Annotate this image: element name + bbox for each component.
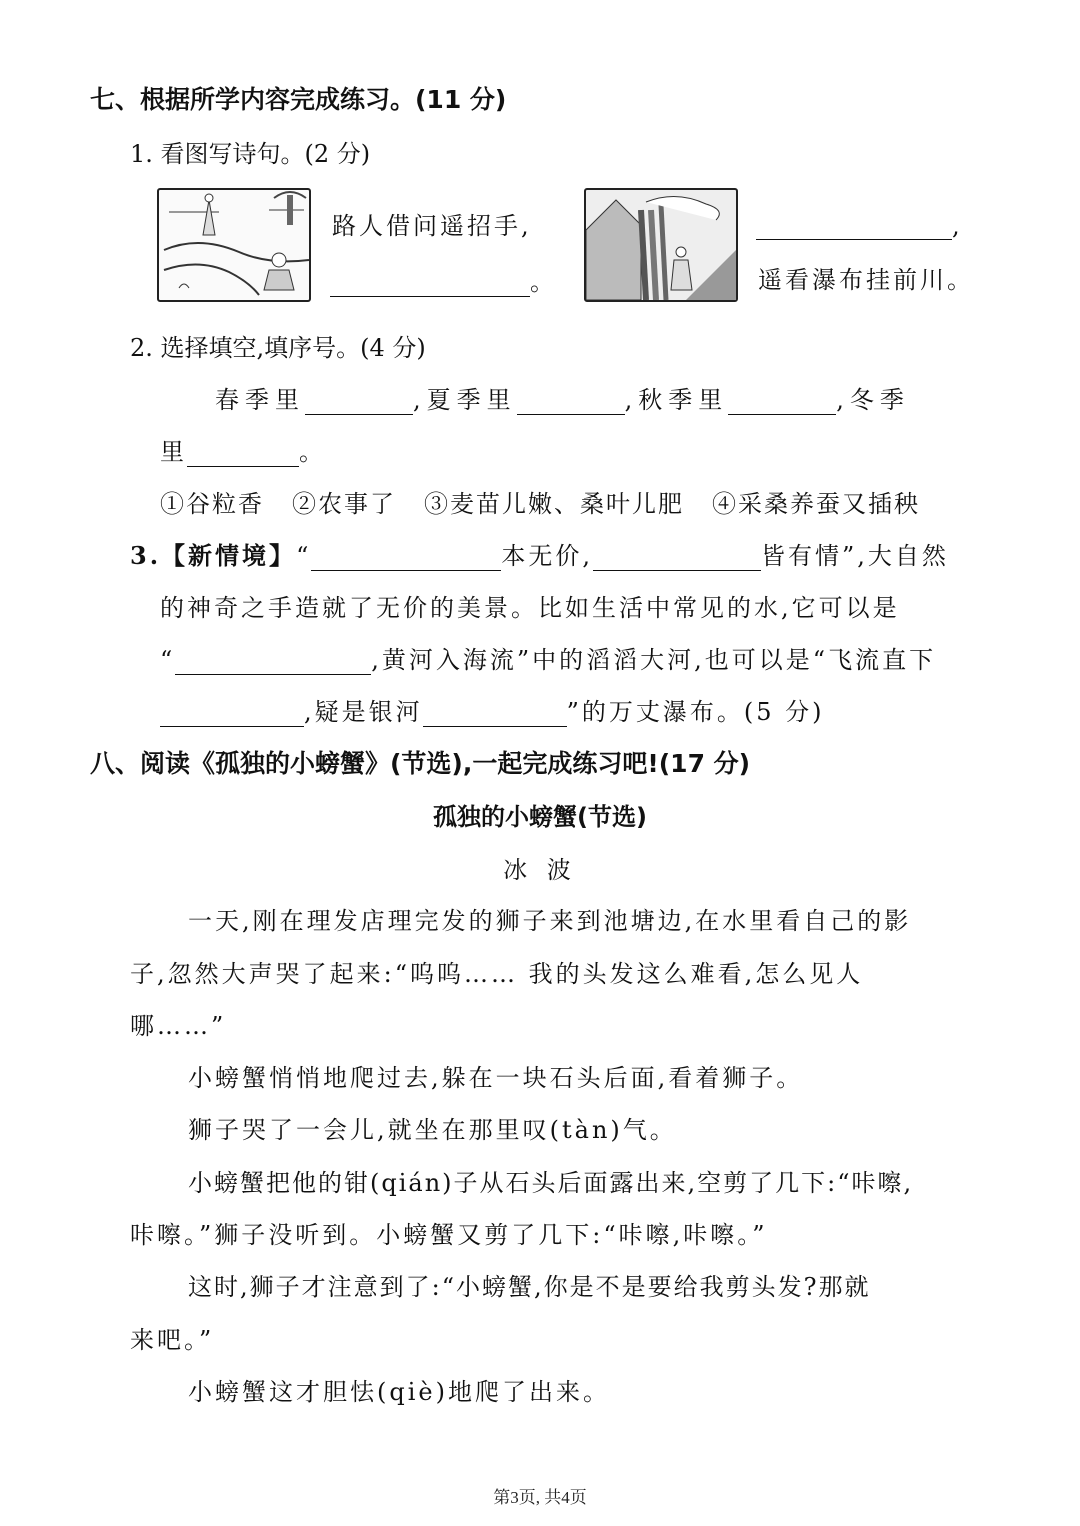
autumn-blank[interactable] <box>728 388 836 415</box>
winter-label-end: 里 <box>160 438 187 466</box>
option-1: ①谷粒香 <box>160 490 264 518</box>
poem-image-2 <box>584 188 738 302</box>
poem2-line1-row <box>756 212 963 240</box>
q3-blank-4[interactable] <box>160 700 304 727</box>
passage-line-8: 这时,狮子才注意到了:“小螃蟹,你是不是要给我剪头发?那就 <box>188 1273 871 1301</box>
passage-line-10: 小螃蟹这才胆怯(qiè)地爬了出来。 <box>188 1378 610 1406</box>
summer-blank[interactable] <box>517 388 625 415</box>
q3-blank-5[interactable] <box>423 700 567 727</box>
spring-blank[interactable] <box>305 388 413 415</box>
passage-title: 孤独的小螃蟹(节选) <box>433 803 647 831</box>
poem1-line2-row <box>330 262 557 297</box>
poem2-line2: 遥看瀑布挂前川。 <box>758 266 974 294</box>
winter-label: ,冬季 <box>836 386 910 414</box>
spring-label: 春季里 <box>215 386 305 414</box>
q3-open-quote: “ <box>296 542 312 570</box>
passage-line-9: 来吧。” <box>130 1326 215 1354</box>
passage-line-3: 哪……” <box>130 1012 227 1040</box>
q3-line2: 的神奇之手造就了无价的美景。比如生活中常见的水,它可以是 <box>160 594 900 622</box>
autumn-label: ,秋季里 <box>624 386 729 414</box>
q3-text-5: ”的万丈瀑布。(5 分) <box>566 698 825 726</box>
q3-text-4: ,疑是银河 <box>304 698 423 726</box>
q3-blank-2[interactable] <box>593 544 761 571</box>
section8-title: 八、阅读《孤独的小螃蟹》(节选),一起完成练习吧!(17 分) <box>90 749 751 778</box>
passage-line-2: 子,忽然大声哭了起来:“呜呜…… 我的头发这么难看,怎么见人 <box>130 960 864 988</box>
poem2-comma: , <box>952 212 963 240</box>
poem2-blank[interactable] <box>756 213 952 240</box>
winter-blank[interactable] <box>187 440 299 467</box>
poem1-line1: 路人借问遥招手, <box>332 212 532 240</box>
q3-line4 <box>160 692 825 727</box>
q3-text-3: ,黄河入海流”中的滔滔大河,也可以是“飞流直下 <box>371 646 937 674</box>
passage-line-5: 狮子哭了一会儿,就坐在那里叹(tàn)气。 <box>188 1116 677 1144</box>
option-4: ④采桑养蚕又插秧 <box>712 490 920 518</box>
winter-end-mark: 。 <box>299 438 326 466</box>
summer-label: ,夏季里 <box>413 386 517 414</box>
question1-label: 1. 看图写诗句。(2 分) <box>130 140 371 168</box>
passage-line-7: 咔嚓。”狮子没听到。小螃蟹又剪了几下:“咔嚓,咔嚓。” <box>130 1221 768 1249</box>
q3-blank-1[interactable] <box>311 544 501 571</box>
poem-image-1 <box>157 188 311 302</box>
winter-row <box>160 432 326 467</box>
question3-label: 3.【新情境】 <box>130 541 297 570</box>
passage-line-1: 一天,刚在理发店理完发的狮子来到池塘边,在水里看自己的影 <box>188 907 912 935</box>
passage-line-4: 小螃蟹悄悄地爬过去,躲在一块石头后面,看着狮子。 <box>188 1064 804 1092</box>
q3-line3 <box>160 640 936 675</box>
child-fishing-icon <box>159 190 309 300</box>
waterfall-icon <box>586 190 736 300</box>
section7-title: 七、根据所学内容完成练习。(11 分) <box>90 85 507 114</box>
q3-open-quote-2: “ <box>160 646 176 674</box>
option-2: ②农事了 <box>292 490 396 518</box>
q3-line1 <box>130 536 949 571</box>
q3-text-2: 皆有情”,大自然 <box>760 542 949 570</box>
poem1-blank[interactable] <box>330 270 530 297</box>
seasons-row <box>215 380 910 415</box>
passage-line-6: 小螃蟹把他的钳(qián)子从石头后面露出来,空剪了几下:“咔嚓, <box>188 1169 914 1197</box>
question2-label: 2. 选择填空,填序号。(4 分) <box>130 334 426 362</box>
page-number: 第3页, 共4页 <box>493 1488 587 1507</box>
options-row <box>160 484 920 519</box>
poem1-end-mark: 。 <box>530 268 557 296</box>
option-3: ③麦苗儿嫩、桑叶儿肥 <box>424 490 684 518</box>
q3-text-1: 本无价, <box>501 542 593 570</box>
passage-author: 冰 波 <box>503 856 577 884</box>
q3-blank-3[interactable] <box>175 648 371 675</box>
